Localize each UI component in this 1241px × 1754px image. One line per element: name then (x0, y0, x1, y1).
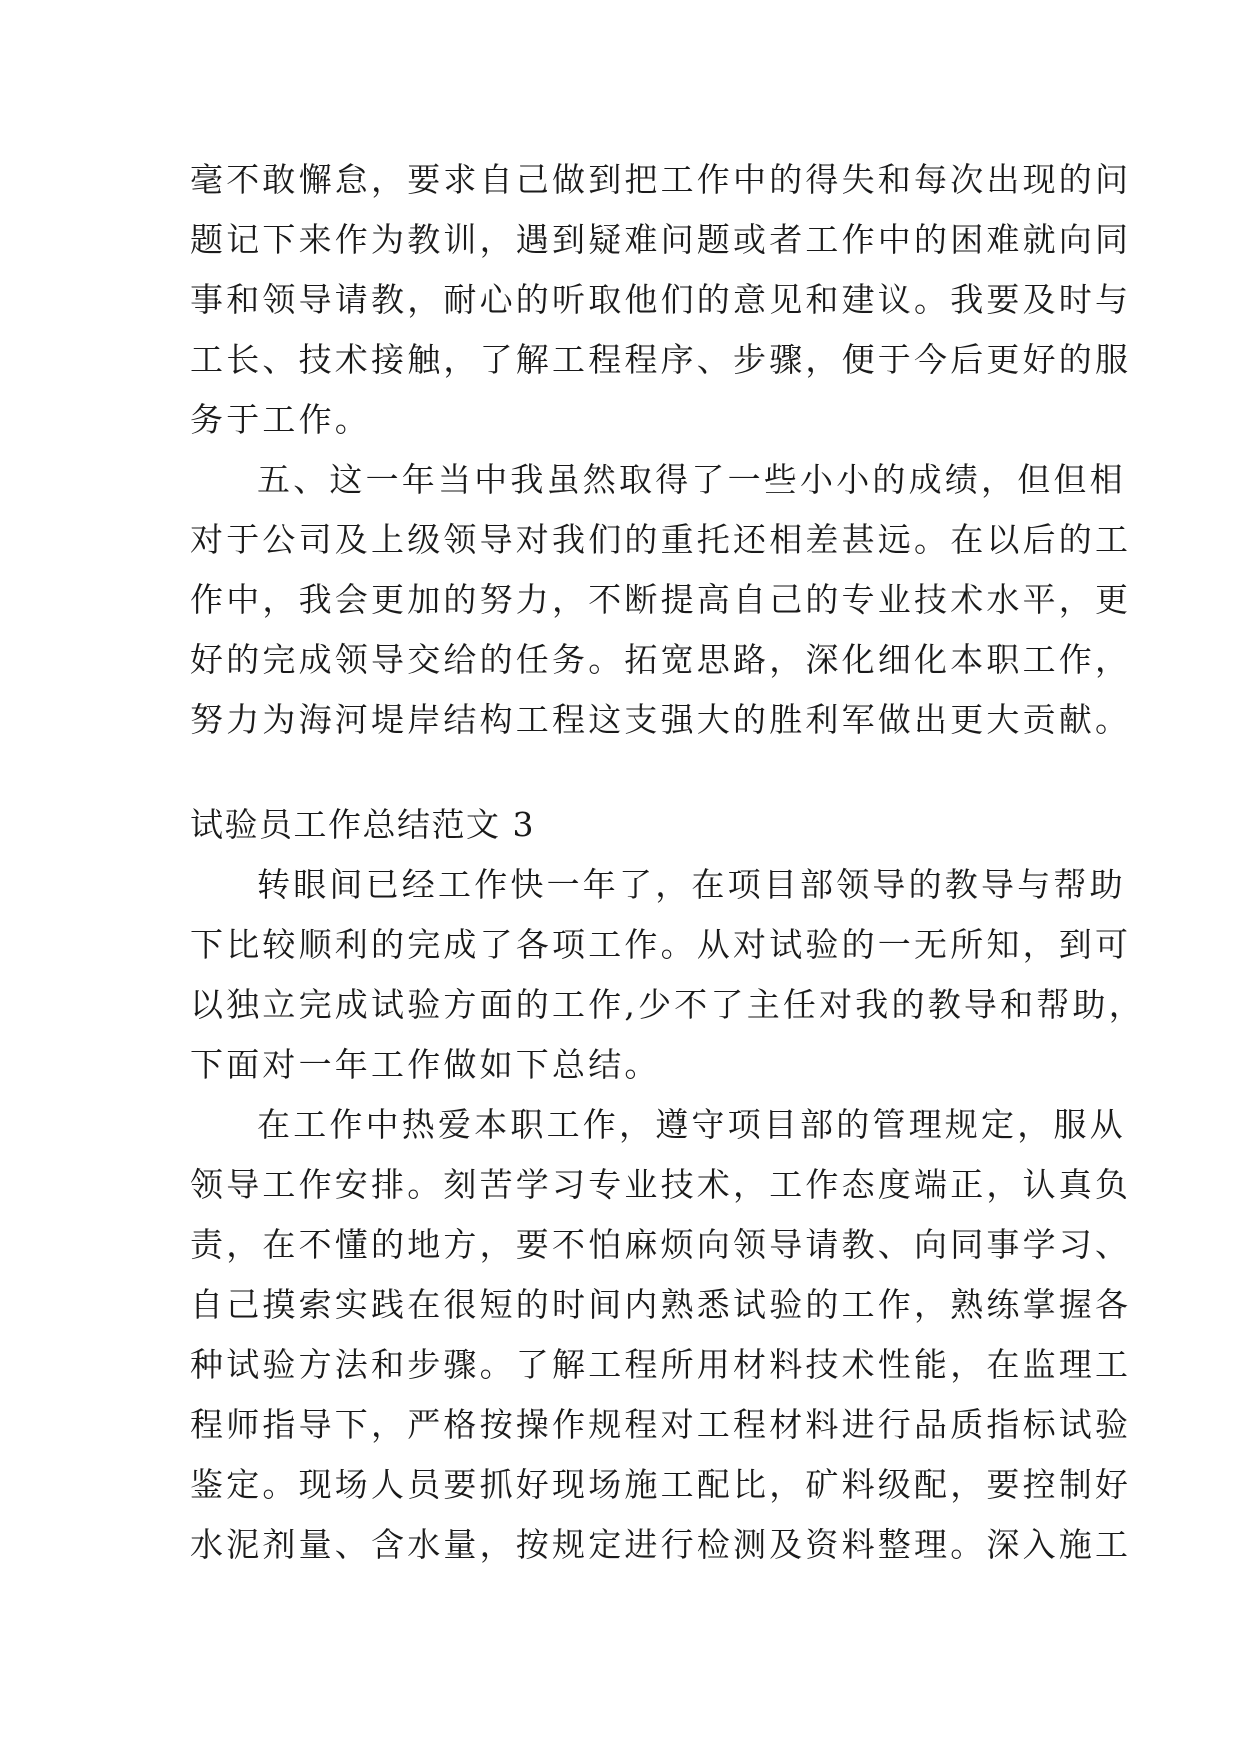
paragraph-line: 好的完成领导交给的任务。拓宽思路，深化细化本职工作， (190, 640, 1132, 679)
paragraph-line: 领导工作安排。刻苦学习专业技术，工作态度端正，认真负 (190, 1165, 1132, 1204)
section-paragraph-work (190, 1095, 1132, 1575)
paragraph-item-five (190, 450, 1132, 750)
paragraph-line: 五、这一年当中我虽然取得了一些小小的成绩，但但相 (257, 460, 1126, 499)
paragraph-line: 工长、技术接触，了解工程程序、步骤，便于今后更好的服 (190, 340, 1132, 379)
paragraph-continuation (190, 150, 1132, 450)
paragraph-line: 责，在不懂的地方，要不怕麻烦向领导请教、向同事学习、 (190, 1225, 1132, 1264)
paragraph-line: 下比较顺利的完成了各项工作。从对试验的一无所知，到可 (190, 925, 1132, 964)
paragraph-line: 题记下来作为教训，遇到疑难问题或者工作中的困难就向同 (190, 220, 1132, 259)
paragraph-line: 转眼间已经工作快一年了，在项目部领导的教导与帮助 (257, 865, 1126, 904)
section-title: 试验员工作总结范文 3 (190, 805, 535, 844)
paragraph-line: 事和领导请教，耐心的听取他们的意见和建议。我要及时与 (190, 280, 1132, 319)
paragraph-line: 在工作中热爱本职工作，遵守项目部的管理规定，服从 (257, 1105, 1126, 1144)
paragraph-line: 务于工作。 (190, 400, 371, 439)
paragraph-line: 毫不敢懈怠，要求自己做到把工作中的得失和每次出现的问 (190, 160, 1132, 199)
paragraph-line: 作中，我会更加的努力，不断提高自己的专业技术水平，更 (190, 580, 1132, 619)
paragraph-line: 自己摸索实践在很短的时间内熟悉试验的工作，熟练掌握各 (190, 1285, 1132, 1324)
paragraph-line: 努力为海河堤岸结构工程这支强大的胜利军做出更大贡献。 (190, 700, 1132, 739)
paragraph-line: 程师指导下，严格按操作规程对工程材料进行品质指标试验 (190, 1405, 1132, 1444)
paragraph-line: 水泥剂量、含水量，按规定进行检测及资料整理。深入施工 (190, 1525, 1132, 1564)
section-paragraph-intro (190, 855, 1145, 1095)
paragraph-line: 对于公司及上级领导对我们的重托还相差甚远。在以后的工 (190, 520, 1132, 559)
paragraph-line: 下面对一年工作做如下总结。 (190, 1045, 661, 1084)
paragraph-line: 种试验方法和步骤。了解工程所用材料技术性能，在监理工 (190, 1345, 1132, 1384)
paragraph-line: 鉴定。现场人员要抓好现场施工配比，矿料级配，要控制好 (190, 1465, 1132, 1504)
paragraph-line: 以独立完成试验方面的工作,少不了主任对我的教导和帮助， (190, 985, 1145, 1024)
